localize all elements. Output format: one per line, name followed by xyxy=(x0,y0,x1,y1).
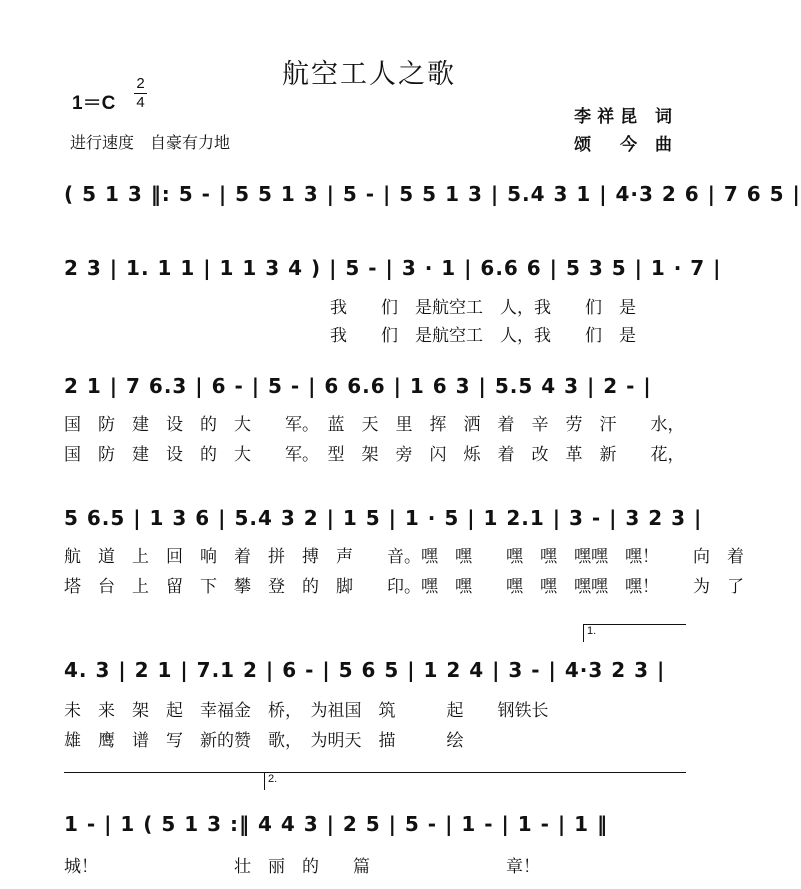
meter-bottom: 4 xyxy=(136,94,145,111)
notation-row-5: 4. 3 | 2 1 | 7.1 2 | 6 - | 5 6 5 | 1 2 4 | 3 - | 4·3 2 3 | xyxy=(64,658,666,682)
first-ending-line xyxy=(64,772,264,773)
notation-row-4: 5 6.5 | 1 3 6 | 5.4 3 2 | 1 5 | 1 · 5 | 1 2.1 | 3 - | 3 2 3 | xyxy=(64,506,703,530)
lyric-row-3-verse-2: 国 防 建 设 的 大 军。 型 架 旁 闪 烁 着 改 革 新 花， xyxy=(64,445,685,465)
lyric-row-2-verse-2: 我 们 是航空工 人，我 们 是 xyxy=(330,326,636,346)
notation-row-6: 1 - | 1 ( 5 1 3 :‖ 4 4 3 | 2 5 | 5 - | 1 - | 1 - | 1 ‖ xyxy=(64,812,609,836)
time-signature xyxy=(134,76,147,111)
lyric-row-4-verse-1: 航 道 上 回 响 着 拼 搏 声 音。嘿 嘿 嘿 嘿 嘿嘿 嘿！ 向 着 xyxy=(64,547,744,567)
first-ending-bracket: 1. xyxy=(583,624,686,642)
meter-top: 2 xyxy=(136,75,145,92)
lyric-row-5-verse-2: 雄 鹰 谱 写 新的赞 歌， 为明天 描 绘 xyxy=(64,731,464,751)
notation-row-2: 2 3 | 1. 1 1 | 1 1 3 4 ) | 5 - | 3 · 1 | 6.6 6 | 5 3 5 | 1 · 7 | xyxy=(64,256,722,280)
composer-credit: 颂 今 曲 xyxy=(574,135,678,155)
notation-row-3: 2 1 | 7 6.3 | 6 - | 5 - | 6 6.6 | 1 6 3 | 5.5 4 3 | 2 - | xyxy=(64,374,652,398)
lyricist-credit: 李祥昆 词 xyxy=(574,107,678,127)
lyric-row-4-verse-2: 塔 台 上 留 下 攀 登 的 脚 印。嘿 嘿 嘿 嘿 嘿嘿 嘿！ 为 了 xyxy=(64,577,744,597)
lyric-row-5-verse-1: 未 来 架 起 幸福金 桥， 为祖国 筑 起 钢铁长 xyxy=(64,701,549,721)
lyric-row-3-verse-1: 国 防 建 设 的 大 军。 蓝 天 里 挥 洒 着 辛 劳 汗 水， xyxy=(64,415,685,435)
lyric-row-2-verse-1: 我 们 是航空工 人，我 们 是 xyxy=(330,298,636,318)
song-title: 航空工人之歌 xyxy=(282,59,456,90)
key-signature: 1＝C xyxy=(72,93,116,114)
notation-row-1: ( 5 1 3 ‖: 5 - | 5 5 1 3 | 5 - | 5 5 1 3 | 5.4 3 1 | 4·3 2 6 | 7 6 5 | xyxy=(64,182,801,206)
lyric-row-6: 城！ 壮 丽 的 篇 章！ xyxy=(64,857,540,877)
second-ending-bracket: 2. xyxy=(264,772,686,790)
tempo-marking: 进行速度 自豪有力地 xyxy=(70,133,231,152)
